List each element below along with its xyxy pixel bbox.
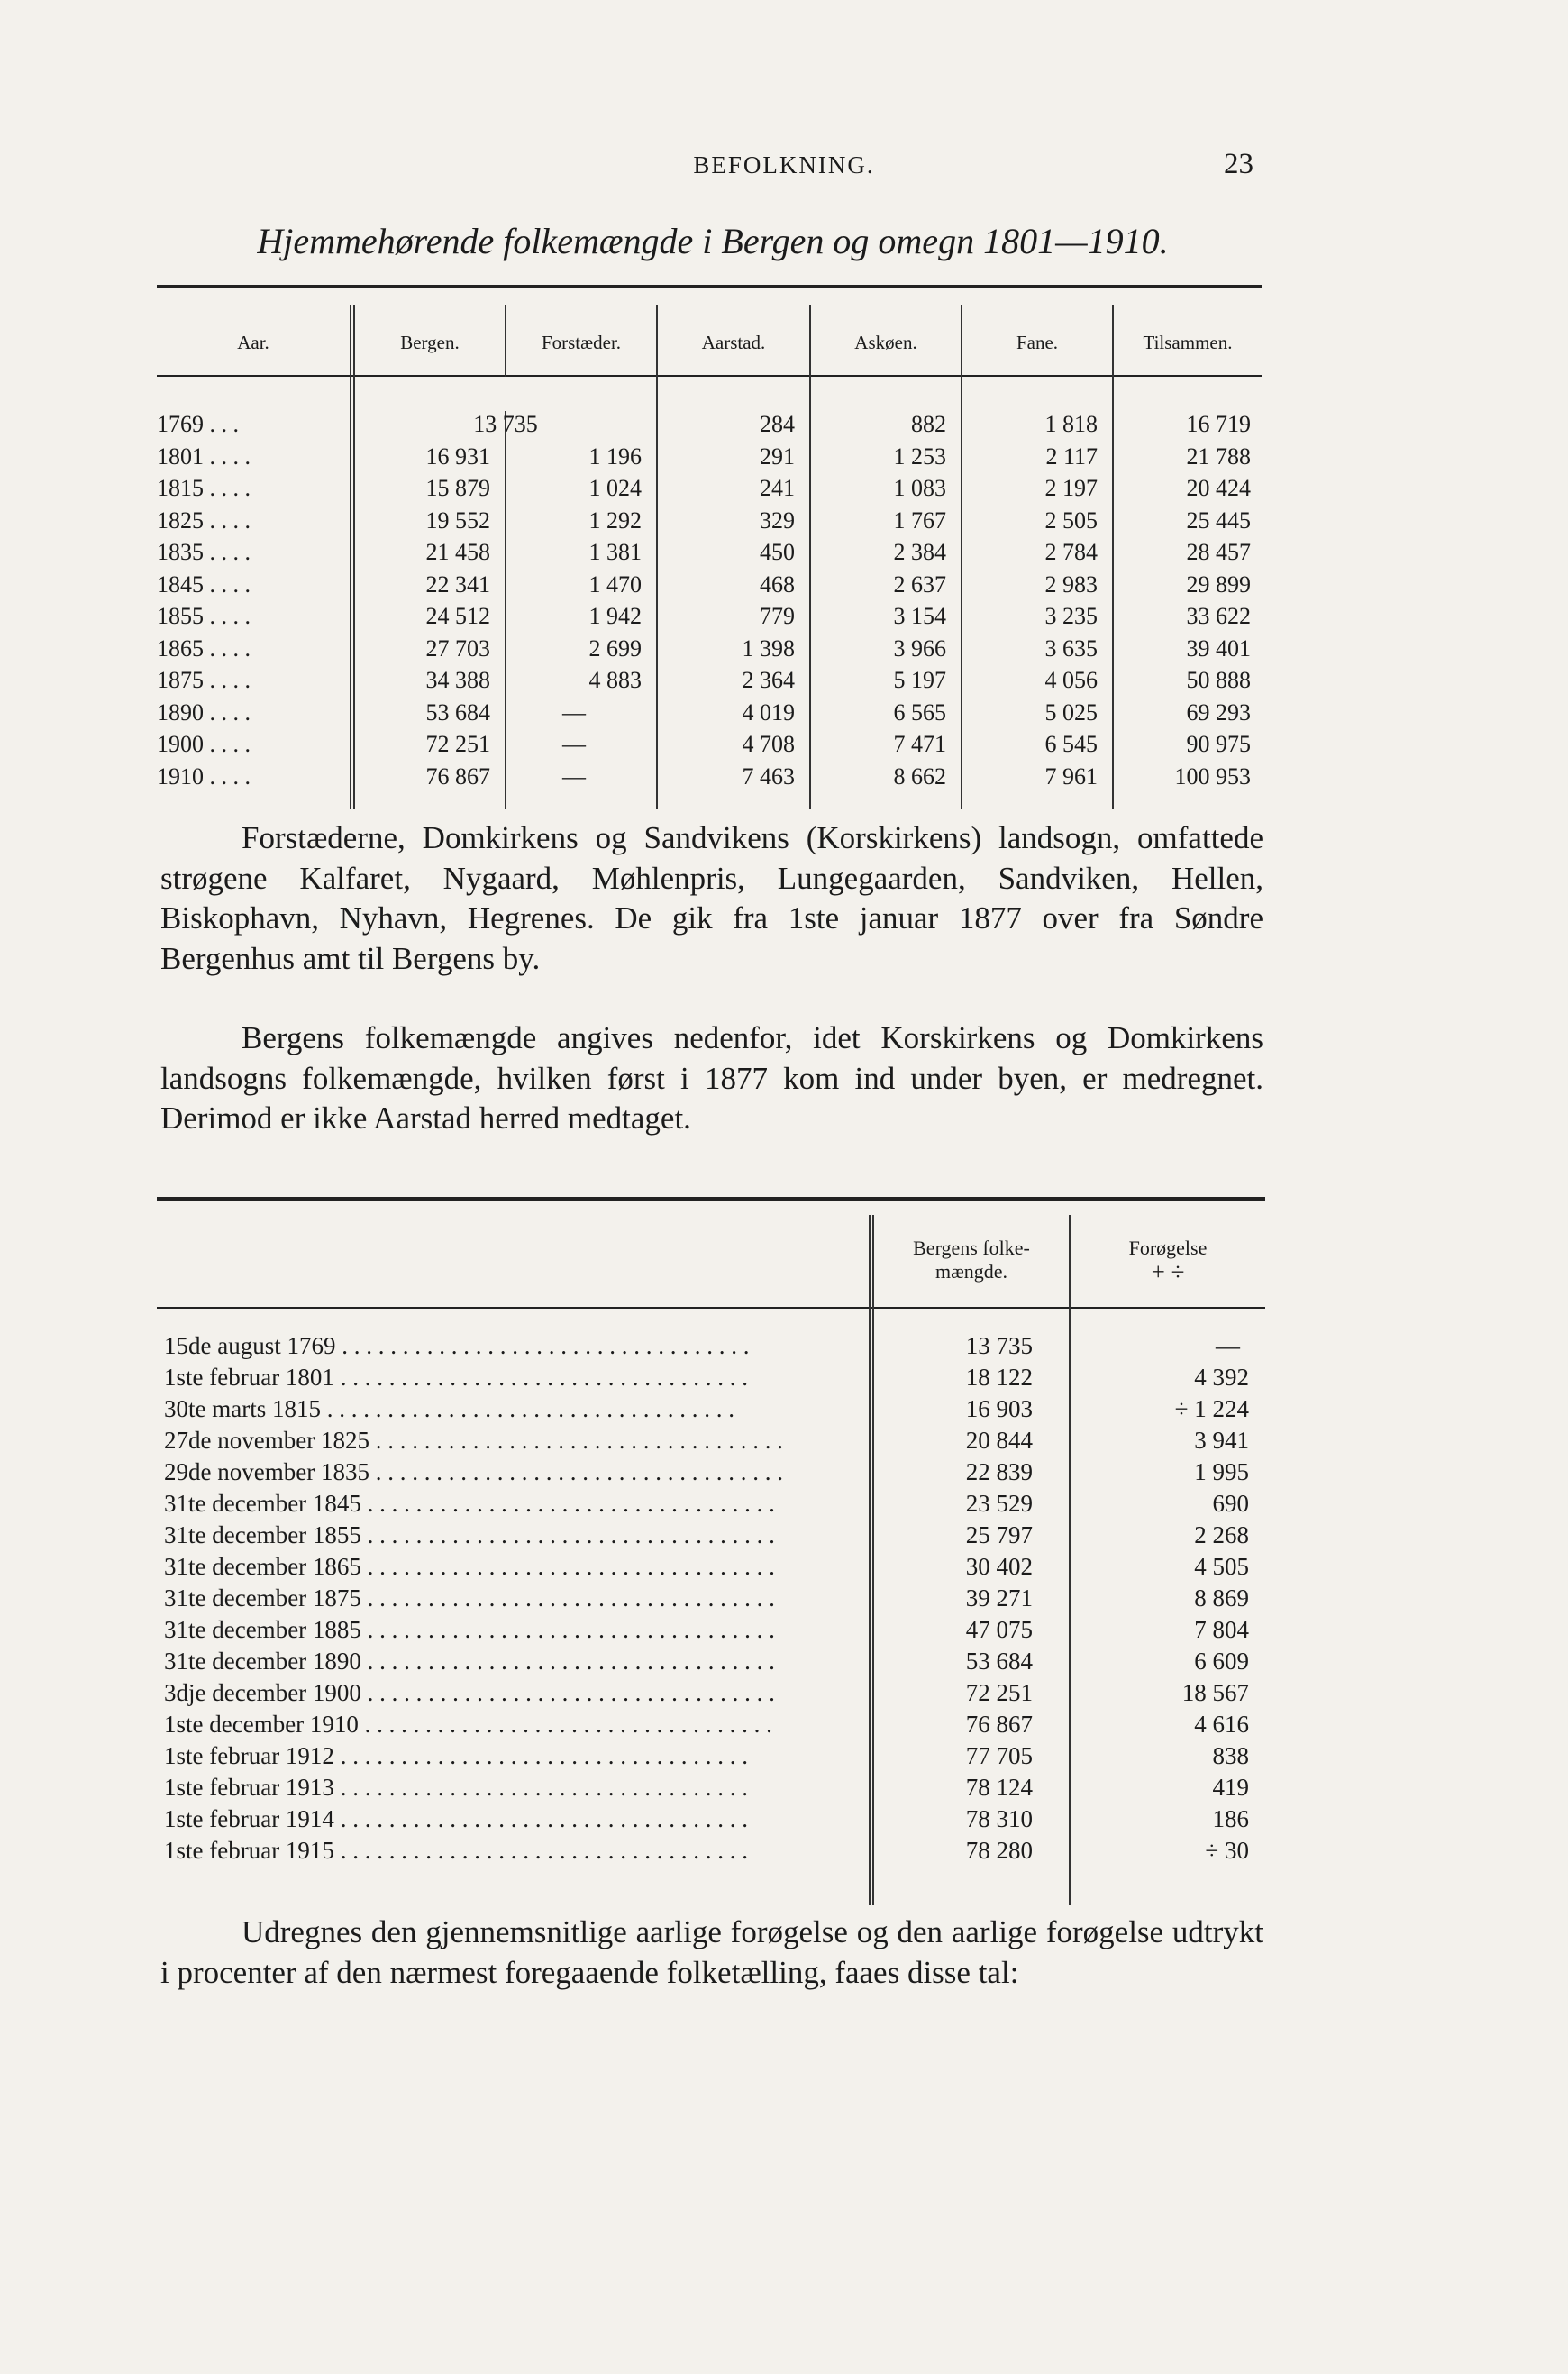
table2-date [164,1742,854,1770]
table2-population: 23 529 [965,1490,1033,1517]
table1-cell-forstaeder: 1 292 [588,507,642,534]
table2-increase: — [1216,1332,1240,1359]
table1-cell-forstaeder: 4 883 [588,667,642,693]
table1-header: Tilsammen. [1143,332,1233,353]
table2-increase: 8 869 [1194,1584,1249,1612]
table1-caption: Hjemmehørende folkemængde i Bergen og omegn 1801—1910. [257,221,1169,261]
table1-year: 1910 . . . . [157,762,251,790]
table1-cell-aarstad: 4 708 [742,731,795,757]
table2-date [164,1364,854,1392]
table1-cell-aarstad: 468 [760,571,795,598]
paragraph-population-note: Bergens folkemængde angives nedenfor, idet Korskirkens og Domkirkens landsogns folkemængde, hvilken først i 1877 kom ind under byen, er medregnet. Derimod er ikke Aarstad herred medtaget. [160,1020,1263,1136]
table1-year: 1769 . . . [157,411,239,437]
table2-header-increase [1071,1237,1265,1283]
table1-cell-total: 90 975 [1186,731,1251,757]
table1-cell-bergen: 53 684 [425,699,490,726]
table1-cell-askoen: 5 197 [893,667,946,693]
table2-date-text: 30te marts 1815 [164,1395,321,1422]
table1-cell-fane: 2 784 [1044,539,1098,565]
table1-cell-fane: 6 545 [1044,731,1098,757]
table2-date [164,1458,854,1486]
table2-increase: 18 567 [1181,1679,1249,1706]
table1-row [157,699,1262,732]
table2-population: 78 310 [965,1805,1033,1832]
table1-row [157,475,1262,507]
table2-population: 16 903 [965,1395,1033,1422]
table2-population: 76 867 [965,1711,1033,1738]
table1-cell-total: 28 457 [1186,539,1251,565]
table2-date-text: 31te december 1855 [164,1521,361,1548]
table1-cell-aarstad: 241 [760,475,795,501]
table2-increase: 838 [1212,1742,1249,1769]
table1-header: Forstæder. [541,332,622,353]
dot-leader: . . . . . . . . . . . . . . . . . . . . . . . . . . . . . . . . . . [369,1458,783,1485]
table1-cell-bergen: 16 931 [425,443,490,470]
table2-header-population [874,1237,1069,1283]
table2-population: 18 122 [965,1364,1033,1391]
table2-row [157,1553,1265,1584]
table1-year: 1875 . . . . [157,667,251,693]
table1-cell-forstaeder: — [562,731,586,757]
table1-cell-aarstad: 4 019 [742,699,795,726]
table1-year: 1890 . . . . [157,699,251,726]
table1-cell-total: 50 888 [1186,667,1251,693]
table1-cell-askoen: 1 253 [893,443,946,470]
table2-date-text: 31te december 1845 [164,1490,361,1517]
table2-date-text: 31te december 1875 [164,1584,361,1612]
dot-leader: . . . . . . . . . . . . . . . . . . . . . . . . . . . . . . . . . . [360,1648,775,1675]
dot-leader: . . . . . . . . . . . . . . . . . . . . . . . . . . . . . . . . . . [360,1616,775,1643]
table1-header: Askøen. [854,332,917,353]
table1-row [157,571,1262,604]
table1-cell-fane: 7 961 [1044,762,1098,790]
table1-year: 1825 . . . . [157,507,251,534]
table2-date-text: 3dje december 1900 [164,1679,361,1706]
table2-date-text: 1ste december 1910 [164,1711,359,1738]
table2-increase: 690 [1212,1490,1249,1517]
table2-date-text: 1ste februar 1912 [164,1742,334,1769]
table2-date [164,1553,854,1581]
dot-leader: . . . . . . . . . . . . . . . . . . . . . . . . . . . . . . . . . . [335,1332,750,1359]
table1-header: Aarstad. [701,332,766,353]
table2-row [157,1458,1265,1490]
table2-increase: 6 609 [1194,1648,1249,1675]
dot-leader: . . . . . . . . . . . . . . . . . . . . . . . . . . . . . . . . . . [358,1711,772,1738]
table2-date-text: 15de august 1769 [164,1332,336,1359]
table1-cell-askoen: 2 384 [893,539,946,565]
table1-cell-askoen: 3 154 [893,603,946,629]
table2-row [157,1616,1265,1648]
table2-header-increase-line2: + ÷ [1151,1258,1185,1285]
table1-cell-fane: 2 983 [1044,571,1098,598]
table1-cell-forstaeder: — [562,699,586,726]
table2-date [164,1774,854,1802]
table1-cell-askoen: 3 966 [893,635,946,662]
table1-cell-forstaeder: 1 470 [588,571,642,598]
table1-cell-askoen: 7 471 [893,731,946,757]
table2-date-text: 1ste februar 1801 [164,1364,334,1391]
table1-cell-forstaeder: 1 196 [588,443,642,470]
table2-increase: ÷ 30 [1205,1837,1249,1864]
table1-cell-total: 21 788 [1186,443,1251,470]
table1-year: 1900 . . . . [157,731,251,757]
table1-cell-askoen: 882 [911,411,946,437]
table1-cell-aarstad: 450 [760,539,795,565]
table1-header: Bergen. [400,332,460,353]
table2-date-text: 1ste februar 1915 [164,1837,334,1864]
table2-date-text: 31te december 1885 [164,1616,361,1643]
table1-cell-total: 20 424 [1186,475,1251,501]
table2-date [164,1616,854,1644]
table1-cell-total: 100 953 [1174,762,1251,790]
running-head: BEFOLKNING. [693,151,875,178]
table2-row [157,1805,1265,1837]
table2-header-population-line2: mængde. [934,1260,1008,1283]
table1-year: 1865 . . . . [157,635,251,662]
dot-leader: . . . . . . . . . . . . . . . . . . . . . . . . . . . . . . . . . . [360,1553,775,1580]
dot-leader: . . . . . . . . . . . . . . . . . . . . . . . . . . . . . . . . . . [333,1837,748,1864]
table2-header-increase-line1: Forøgelse [1128,1237,1208,1259]
table1-year: 1855 . . . . [157,603,251,629]
dot-leader: . . . . . . . . . . . . . . . . . . . . . . . . . . . . . . . . . . [360,1679,775,1706]
table1-row [157,731,1262,763]
table2-date [164,1332,854,1360]
table1-cell-forstaeder: 1 381 [588,539,642,565]
table1-cell-aarstad: 1 398 [742,635,795,662]
table1-cell-forstaeder: 1 024 [588,475,642,501]
table1-cell-bergen: 27 703 [425,635,490,662]
table1-cell-bergen: 72 251 [425,731,490,757]
table2-date [164,1837,854,1865]
table2-population: 53 684 [965,1648,1033,1675]
table1-cell-fane: 3 635 [1044,635,1098,662]
table1-cell-aarstad: 329 [760,507,795,534]
table2-increase: 4 392 [1194,1364,1249,1391]
table2-population: 77 705 [965,1742,1033,1769]
table2-date [164,1427,854,1455]
table2-date-text: 1ste februar 1914 [164,1805,334,1832]
table1-cell-aarstad: 284 [760,411,795,437]
table1-row [157,635,1262,668]
table1-cell-fane: 2 505 [1044,507,1098,534]
table2-row [157,1648,1265,1679]
table2-row [157,1837,1265,1868]
table2-row [157,1742,1265,1774]
table1-cell-total: 25 445 [1186,507,1251,534]
table1-year: 1845 . . . . [157,571,251,598]
table2-row [157,1395,1265,1427]
table1-cell-aarstad: 291 [760,443,795,470]
table2-date-text: 31te december 1890 [164,1648,361,1675]
table1-cell-forstaeder: — [562,762,586,790]
table2-date-text: 1ste februar 1913 [164,1774,334,1801]
table1-cell-fane: 2 197 [1044,475,1098,501]
table1-header: Fane. [1016,332,1059,353]
table2-date [164,1521,854,1549]
table1-cell-fane: 1 818 [1044,411,1098,437]
table1-top-rule [157,285,1262,288]
population-table [157,290,1262,806]
dot-leader: . . . . . . . . . . . . . . . . . . . . . . . . . . . . . . . . . . [333,1805,748,1832]
table2-population: 78 124 [965,1774,1033,1801]
table2-row [157,1364,1265,1395]
table1-cell-bergen: 24 512 [425,603,490,629]
table2-date [164,1711,854,1739]
table2-row [157,1427,1265,1458]
table1-row [157,763,1262,796]
table1-cell-bergen: 21 458 [425,539,490,565]
table2-population: 39 271 [965,1584,1033,1612]
table1-cell-bergen: 34 388 [425,667,490,693]
table2-row [157,1584,1265,1616]
table2-row [157,1521,1265,1553]
table2-row [157,1332,1265,1364]
table2-population: 22 839 [965,1458,1033,1485]
table2-increase: 419 [1212,1774,1249,1801]
paragraph-closing: Udregnes den gjennemsnitlige aarlige forøgelse og den aarlige forøgelse udtrykt i procenter af den nærmest foregaaende folketælling, faaes disse tal: [160,1914,1263,1990]
table2-increase: 186 [1212,1805,1249,1832]
table2-row [157,1711,1265,1742]
table2-increase: 3 941 [1194,1427,1249,1454]
dot-leader: . . . . . . . . . . . . . . . . . . . . . . . . . . . . . . . . . . [360,1490,775,1517]
dot-leader: . . . . . . . . . . . . . . . . . . . . . . . . . . . . . . . . . . [369,1427,783,1454]
table1-cell-total: 33 622 [1186,603,1251,629]
table1-year: 1815 . . . . [157,475,251,501]
table1-cell-askoen: 1 767 [893,507,946,534]
table2-population: 30 402 [965,1553,1033,1580]
table2-increase: 7 804 [1194,1616,1249,1643]
table2-date-text: 27de november 1825 [164,1427,369,1454]
table1-year: 1801 . . . . [157,443,251,470]
table1-cell-bergen: 22 341 [425,571,490,598]
table2-population: 78 280 [965,1837,1033,1864]
table2-row [157,1490,1265,1521]
table2-date [164,1395,854,1423]
dot-leader: . . . . . . . . . . . . . . . . . . . . . . . . . . . . . . . . . . [333,1364,748,1391]
table2-date [164,1490,854,1518]
table1-cell-fane: 4 056 [1044,667,1098,693]
table1-row [157,603,1262,635]
table1-row [157,667,1262,699]
table1-cell-total: 69 293 [1186,699,1251,726]
table2-row [157,1679,1265,1711]
table2-increase: ÷ 1 224 [1174,1395,1249,1422]
dot-leader: . . . . . . . . . . . . . . . . . . . . . . . . . . . . . . . . . . [333,1774,748,1801]
table1-merged-cell: 13 735 [473,411,538,437]
table1-cell-aarstad: 779 [760,603,795,629]
table2-population: 25 797 [965,1521,1033,1548]
table1-row [157,539,1262,571]
table1-header: Aar. [237,332,269,353]
bergen-population-table [157,1197,1265,1900]
table1-cell-bergen: 76 867 [425,762,490,790]
table2-date [164,1648,854,1675]
table2-population: 13 735 [965,1332,1033,1359]
table1-cell-bergen: 15 879 [425,475,490,501]
table1-cell-askoen: 8 662 [893,762,946,790]
table1-cell-askoen: 6 565 [893,699,946,726]
table2-increase: 1 995 [1194,1458,1249,1485]
table2-date-text: 31te december 1865 [164,1553,361,1580]
page-number: 23 [1224,148,1253,180]
paragraph-suburbs: Forstæderne, Domkirkens og Sandvikens (Korskirkens) landsogn, omfattede strøgene Kalfaret, Nygaard, Møhlenpris, Lungegaarden, Sandviken, Hellen, Biskophavn, Nyhavn, Hegrenes. De gik fra 1ste januar 1877 over fra Søndre Bergenhus amt til Bergens by. [160,820,1263,976]
dot-leader: . . . . . . . . . . . . . . . . . . . . . . . . . . . . . . . . . . [333,1742,748,1769]
table2-increase: 4 616 [1194,1711,1249,1738]
table2-date [164,1805,854,1833]
table1-cell-forstaeder: 1 942 [588,603,642,629]
table2-date [164,1584,854,1612]
table2-population: 47 075 [965,1616,1033,1643]
table1-cell-askoen: 1 083 [893,475,946,501]
table1-row [157,411,1262,443]
table2-population: 72 251 [965,1679,1033,1706]
dot-leader: . . . . . . . . . . . . . . . . . . . . . . . . . . . . . . . . . . [360,1584,775,1612]
table1-cell-aarstad: 2 364 [742,667,795,693]
table2-date [164,1679,854,1707]
table1-cell-total: 39 401 [1186,635,1251,662]
table1-cell-total: 16 719 [1186,411,1251,437]
table1-row [157,507,1262,540]
dot-leader: . . . . . . . . . . . . . . . . . . . . . . . . . . . . . . . . . . [320,1395,734,1422]
dot-leader: . . . . . . . . . . . . . . . . . . . . . . . . . . . . . . . . . . [360,1521,775,1548]
table1-cell-fane: 3 235 [1044,603,1098,629]
table1-cell-bergen: 19 552 [425,507,490,534]
table2-row [157,1774,1265,1805]
table1-cell-aarstad: 7 463 [742,762,795,790]
table2-increase: 4 505 [1194,1553,1249,1580]
table1-cell-forstaeder: 2 699 [588,635,642,662]
table2-population: 20 844 [965,1427,1033,1454]
table2-date-text: 29de november 1835 [164,1458,369,1485]
table1-row [157,443,1262,476]
table1-cell-askoen: 2 637 [893,571,946,598]
table1-cell-total: 29 899 [1186,571,1251,598]
table1-year: 1835 . . . . [157,539,251,565]
table2-header-population-line1: Bergens folke- [913,1237,1030,1259]
table1-cell-fane: 2 117 [1045,443,1098,470]
table2-increase: 2 268 [1194,1521,1249,1548]
table1-cell-fane: 5 025 [1044,699,1098,726]
